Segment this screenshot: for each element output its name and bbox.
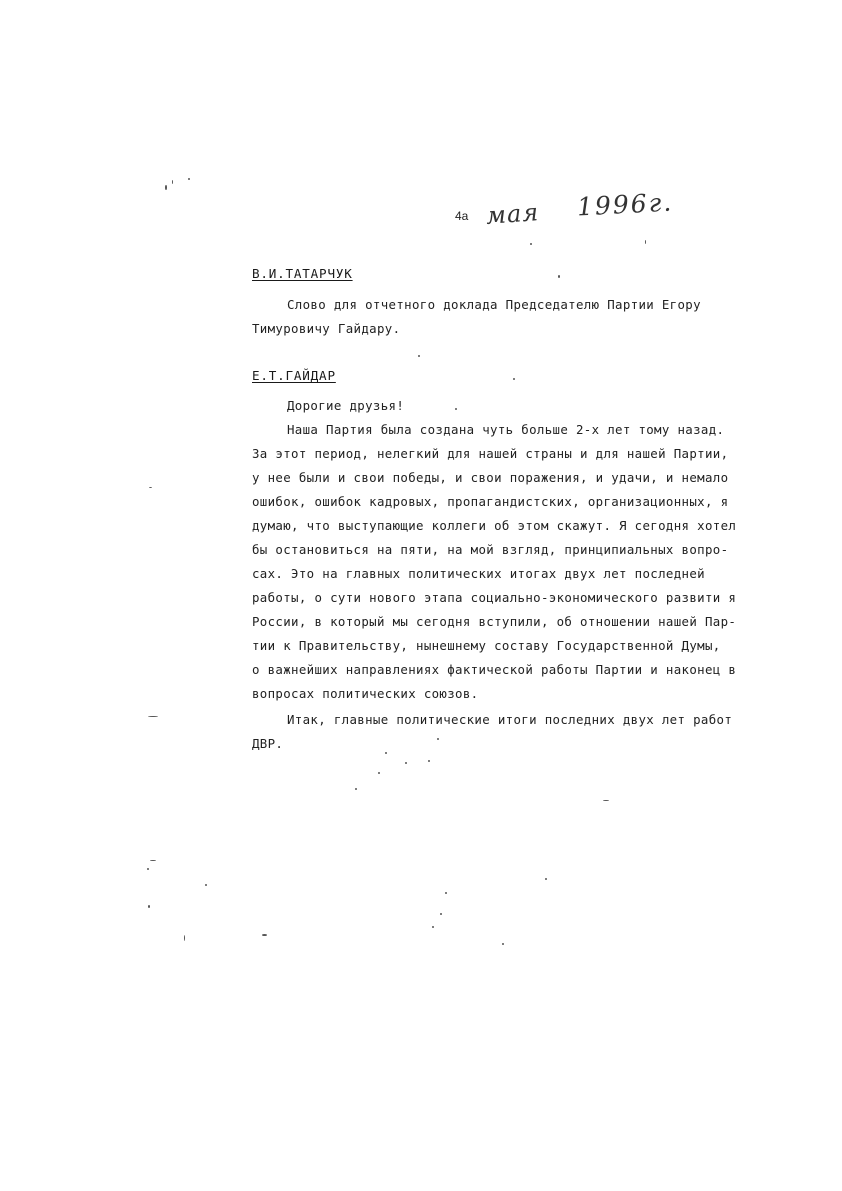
speech-line: Итак, главные политические итоги последних двух лет работ <box>287 712 733 727</box>
speech-line: России, в который мы сегодня вступили, об отношении нашей Пар- <box>252 614 737 629</box>
speech-line: о важнейших направлениях фактической работы Партии и наконец в <box>252 662 737 677</box>
speech-line: ошибок, ошибок кадровых, пропагандистских, организационных, я <box>252 494 729 509</box>
speech-line: Тимуровичу Гайдару. <box>252 321 401 336</box>
speech-line: думаю, что выступающие коллеги об этом скажут. Я сегодня хотел <box>252 518 737 533</box>
speech-line: тии к Правительству, нынешнему составу Государственной Думы, <box>252 638 721 653</box>
speech-line: работы, о сути нового этапа социально-экономического развити я <box>252 590 737 605</box>
speech-line: Слово для отчетного доклада Председателю Партии Егору <box>287 297 701 312</box>
speech-line: вопросах политических союзов. <box>252 686 479 701</box>
handwritten-year: 1996г. <box>576 187 674 222</box>
speech-line: Дорогие друзья! <box>287 398 405 413</box>
speaker-name: Е.Т.ГАЙДАР <box>252 368 336 383</box>
handwritten-month: мая <box>485 198 541 230</box>
speech-line: у нее были и свои победы, и свои поражения, и удачи, и немало <box>252 470 729 485</box>
handwritten-day: 4а <box>455 209 469 223</box>
speech-line: ДВР. <box>252 736 284 751</box>
speech-line: Наша Партия была создана чуть больше 2-х лет тому назад. <box>287 422 725 437</box>
speech-line: бы остановиться на пяти, на мой взгляд, принципиальных вопро- <box>252 542 729 557</box>
speech-line: За этот период, нелегкий для нашей страны и для нашей Партии, <box>252 446 729 461</box>
speaker-name: В.И.ТАТАРЧУК <box>252 266 353 281</box>
speech-line: сах. Это на главных политических итогах двух лет последней <box>252 566 705 581</box>
